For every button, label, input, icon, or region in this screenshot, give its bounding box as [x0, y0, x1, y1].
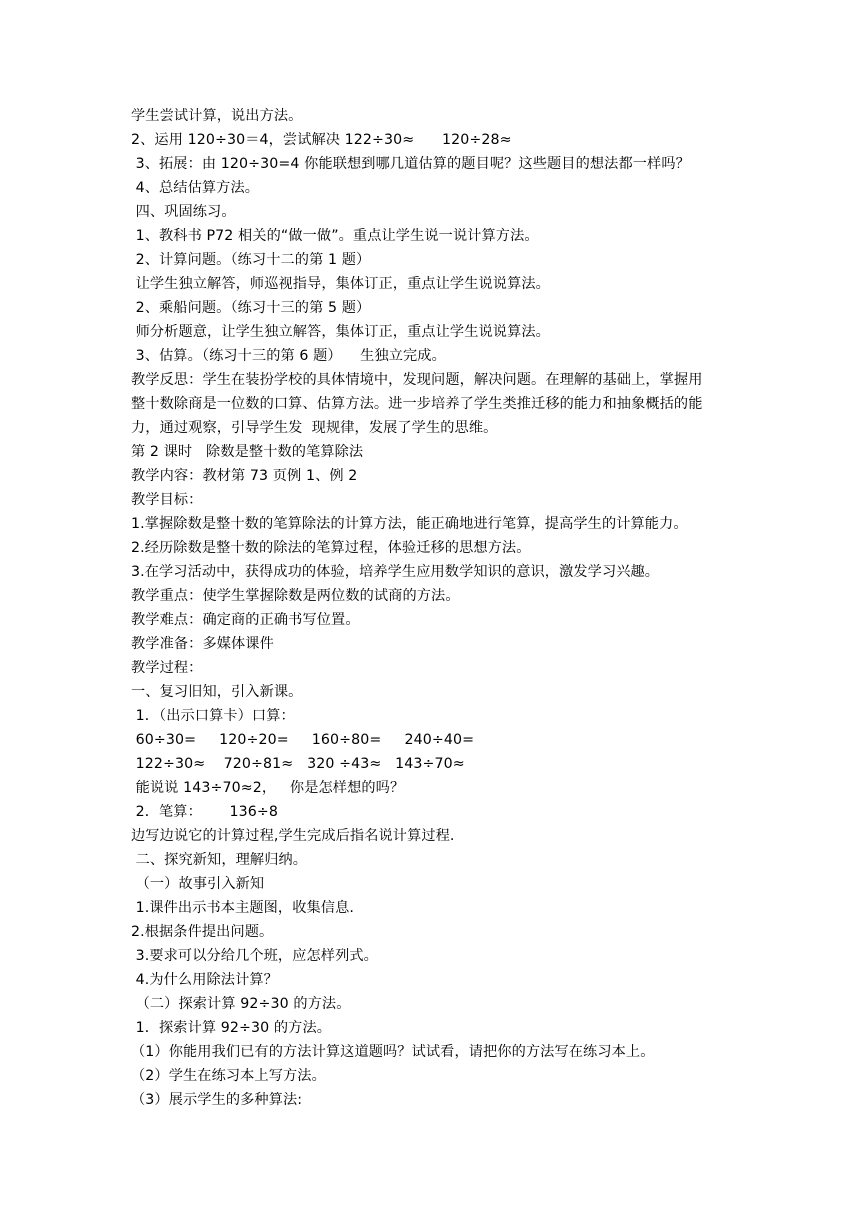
text-line: 边写边说它的计算过程,学生完成后指名说计算过程. — [131, 828, 455, 844]
text-line: 1.掌握除数是整十数的笔算除法的计算方法，能正确地进行笔算，提高学生的计算能力。 — [131, 516, 688, 532]
text-line: 3、拓展：由 120÷30=4 你能联想到哪几道估算的题目呢？这些题目的想法都一样吗？ — [131, 156, 690, 172]
text-line: 3.要求可以分给几个班，应怎样列式。 — [131, 948, 378, 964]
text-line: 二、探究新知，理解归纳。 — [131, 852, 308, 868]
text-line: 整十数除商是一位数的口算、估算方法。进一步培养了学生类推迁移的能力和抽象概括的能 — [131, 396, 703, 412]
text-line: 2.根据条件提出问题。 — [131, 924, 274, 940]
text-line: 让学生独立解答，师巡视指导，集体订正，重点让学生说说算法。 — [131, 276, 550, 292]
text-line: 122÷30≈ 720÷81≈ 320 ÷43≈ 143÷70≈ — [131, 756, 465, 772]
text-line: 教学难点：确定商的正确书写位置。 — [131, 612, 360, 628]
text-line: 3、估算。（练习十三的第 6 题） 生独立完成。 — [131, 348, 446, 364]
text-line: 第 2 课时 除数是整十数的笔算除法 — [131, 444, 364, 460]
text-line: 教学反思：学生在装扮学校的具体情境中，发现问题，解决问题。在理解的基础上，掌握用 — [131, 372, 703, 388]
text-line: （2）学生在练习本上写方法。 — [131, 1068, 326, 1084]
text-line: 学生尝试计算，说出方法。 — [131, 108, 303, 124]
text-line: 力，通过观察，引导学生发 现规律，发展了学生的思维。 — [131, 420, 498, 436]
text-line: 1、教科书 P72 相关的“做一做”。重点让学生说一说计算方法。 — [131, 228, 539, 244]
text-line: 1．（出示口算卡）口算： — [131, 708, 295, 724]
text-line: 2、运用 120÷30＝4，尝试解决 122÷30≈ 120÷28≈ — [131, 132, 512, 148]
text-line: 能说说 143÷70≈2， 你是怎样想的吗？ — [131, 780, 405, 796]
text-line: 教学内容：教材第 73 页例 1、例 2 — [131, 468, 358, 484]
text-line: 4、总结估算方法。 — [131, 180, 260, 196]
text-line: 4.为什么用除法计算？ — [131, 972, 278, 988]
text-line: 教学准备：多媒体课件 — [131, 636, 274, 652]
text-line: 3.在学习活动中，获得成功的体验，培养学生应用数学知识的意识，激发学习兴趣。 — [131, 564, 660, 580]
text-line: 1．探索计算 92÷30 的方法。 — [131, 1020, 332, 1036]
text-line: 2、乘船问题。（练习十三的第 5 题） — [131, 300, 371, 316]
text-line: 2、计算问题。（练习十二的第 1 题） — [131, 252, 371, 268]
text-line: 2．笔算： 136÷8 — [131, 804, 279, 820]
text-line: 教学过程： — [131, 660, 203, 676]
text-line: （二）探索计算 92÷30 的方法。 — [131, 996, 351, 1012]
text-line: 一、复习旧知，引入新课。 — [131, 684, 303, 700]
text-line: 60÷30= 120÷20= 160÷80= 240÷40= — [131, 732, 475, 748]
text-line: 四、巩固练习。 — [131, 204, 236, 220]
text-line: （1）你能用我们已有的方法计算这道题吗？试试看，请把你的方法写在练习本上。 — [131, 1044, 655, 1060]
text-line: 师分析题意，让学生独立解答，集体订正，重点让学生说说算法。 — [131, 324, 550, 340]
text-line: 教学重点：使学生掌握除数是两位数的试商的方法。 — [131, 588, 460, 604]
text-line: 2.经历除数是整十数的除法的笔算过程，体验迁移的思想方法。 — [131, 540, 531, 556]
text-line: 教学目标： — [131, 492, 203, 508]
text-line: 1.课件出示书本主题图，收集信息. — [131, 900, 354, 916]
text-line: （一）故事引入新知 — [131, 876, 265, 892]
text-line: （3）展示学生的多种算法: — [131, 1092, 303, 1108]
